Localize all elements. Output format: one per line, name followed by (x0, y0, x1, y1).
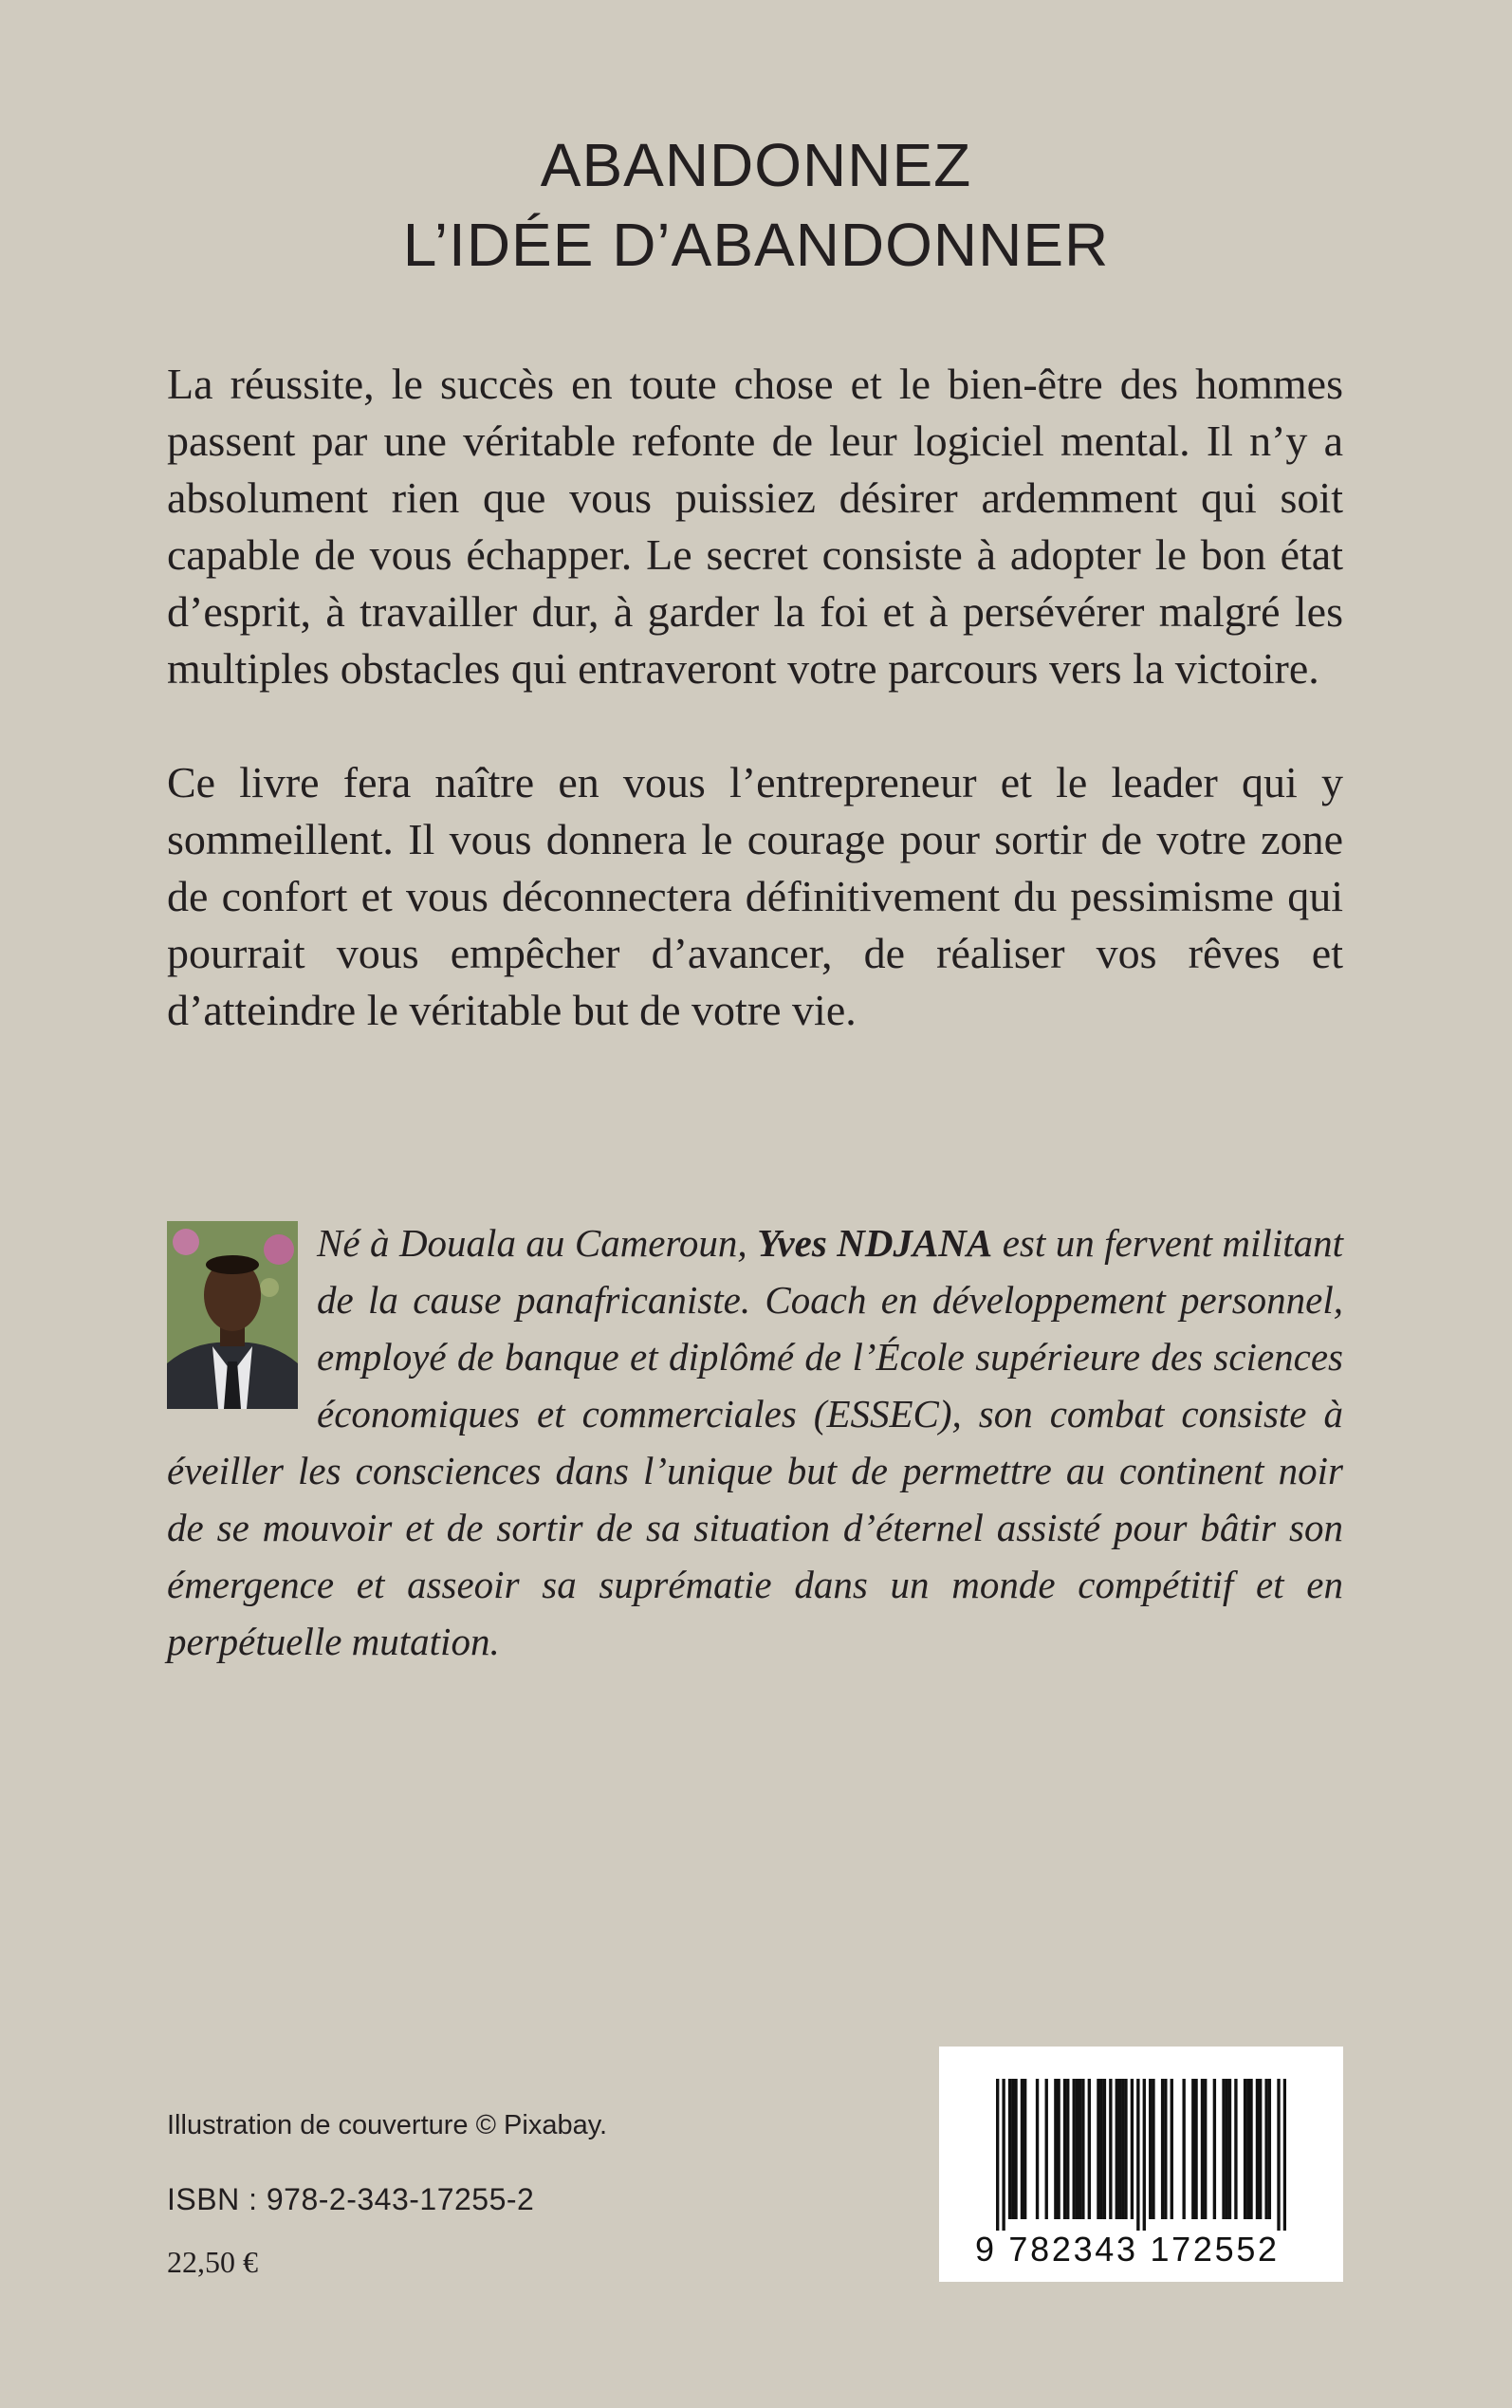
barcode-bar (1109, 2079, 1112, 2219)
barcode-bar (1244, 2079, 1246, 2219)
barcode-bar (1277, 2079, 1280, 2231)
barcode-bar (1054, 2079, 1057, 2219)
barcode-bar (1246, 2079, 1249, 2219)
barcode-bar (1264, 2079, 1267, 2219)
barcode-bar (1100, 2079, 1103, 2219)
barcode-bar (1131, 2079, 1134, 2219)
barcode-bar (1136, 2079, 1139, 2231)
barcode-bar (1234, 2079, 1237, 2219)
author-bio (167, 1214, 1343, 1670)
barcode-bar (1204, 2079, 1207, 2219)
barcode-bar (1161, 2079, 1164, 2219)
bio-prefix: Né à Douala au Cameroun, (317, 1221, 758, 1265)
barcode-bar (1057, 2079, 1060, 2219)
barcode-digits: 9 782343 172552 (975, 2230, 1280, 2269)
barcode-bar (1076, 2079, 1079, 2219)
price: 22,50 € (167, 2245, 258, 2279)
barcode-bar (1008, 2079, 1011, 2219)
barcode-bar (1226, 2079, 1228, 2219)
barcode-bar (1143, 2079, 1146, 2231)
barcode (939, 2047, 1343, 2282)
barcode-bar (1014, 2079, 1017, 2219)
barcode-bar (996, 2079, 999, 2231)
cover-credit: Illustration de couverture © Pixabay. (167, 2110, 608, 2140)
barcode-bar (1002, 2079, 1005, 2231)
barcode-bar (1152, 2079, 1154, 2219)
barcode-bar (1036, 2079, 1039, 2219)
barcode-bar (1116, 2079, 1118, 2219)
barcode-bar (1063, 2079, 1066, 2219)
blurb-paragraph-2: Ce livre fera naître en vous l’entrepreneur et le leader qui y sommeillent. Il vous donnera le courage pour sortir de votre zone de confort et vous déconnectera définitivement du pessimisme qui pourrait vous empêcher d’avancer, de réaliser vos rêves et d’atteindre le véritable but de votre vie. (167, 758, 1343, 1034)
barcode-bar (1283, 2079, 1286, 2231)
barcode-bar (1023, 2079, 1026, 2219)
barcode-bar (1171, 2079, 1173, 2219)
barcode-bar (1191, 2079, 1194, 2219)
barcode-bar (1149, 2079, 1152, 2219)
barcode-bar (1097, 2079, 1099, 2219)
barcode-bar (1182, 2079, 1185, 2219)
barcode-bar (1268, 2079, 1271, 2219)
barcode-bar (1103, 2079, 1106, 2219)
barcode-bar (1124, 2079, 1127, 2219)
barcode-bar (1118, 2079, 1121, 2219)
barcode-bar (1066, 2079, 1069, 2219)
bio-text: est un fervent militant de la cause panafricaniste. Coach en développement personnel, employé de banque et diplômé de l’École supérieure des sciences économiques et commerciales (ESSEC), son combat consiste à éveiller les consciences dans l’unique but de permettre au continent noir de se mouvoir et de sortir de sa situation d’éternel assisté pour bâtir son émergence et asseoir sa suprématie dans un monde compétitif et en perpétuelle mutation. (167, 1221, 1343, 1663)
bio-author-name: Yves NDJANA (757, 1221, 993, 1265)
barcode-bar (1249, 2079, 1252, 2219)
barcode-bar (1045, 2079, 1048, 2219)
author-photo (167, 1221, 298, 1409)
barcode-bars (996, 2079, 1286, 2231)
title-line-1: ABANDONNEZ (540, 131, 972, 199)
barcode-bar (1213, 2079, 1216, 2219)
barcode-bar (1256, 2079, 1259, 2219)
blurb-paragraph-1: La réussite, le succès en toute chose et le bien-être des hommes passent par une véritable refonte de leur logiciel mental. Il n’y a absolument rien que vous puissiez désirer ardemment qui soit capable de vous échapper. Le secret consiste à adopter le bon état d’esprit, à travailler dur, à garder la foi et à persévérer malgré les multiples obstacles qui entraveront votre parcours vers la victoire. (167, 360, 1343, 693)
book-title (0, 125, 1512, 285)
barcode-bar (1121, 2079, 1124, 2219)
barcode-bar (1073, 2079, 1076, 2219)
title-line-2: L’IDÉE D’ABANDONNER (402, 211, 1110, 279)
barcode-bar (1194, 2079, 1197, 2219)
barcode-bar (1021, 2079, 1023, 2219)
barcode-bar (1088, 2079, 1091, 2219)
barcode-bar (1201, 2079, 1204, 2219)
barcode-bar (1081, 2079, 1084, 2219)
isbn: ISBN : 978-2-343-17255-2 (167, 2182, 535, 2216)
barcode-bar (1228, 2079, 1231, 2219)
barcode-bar (1079, 2079, 1081, 2219)
barcode-bar (1164, 2079, 1167, 2219)
barcode-bar (1259, 2079, 1262, 2219)
barcode-bar (1011, 2079, 1014, 2219)
barcode-bar (1222, 2079, 1225, 2219)
